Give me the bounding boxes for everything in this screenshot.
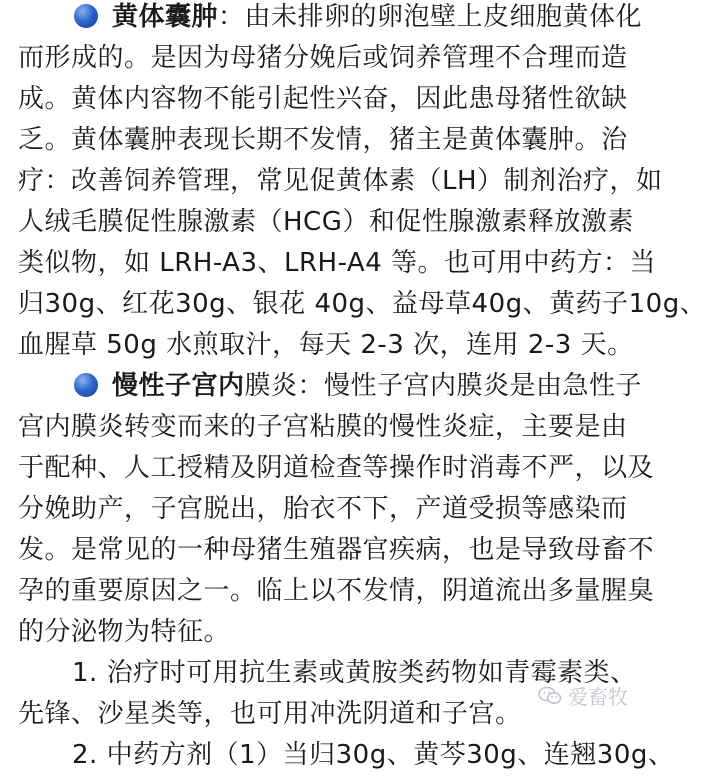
- watermark-text: 爱畜牧: [568, 685, 628, 709]
- section2-line: 孕的重要原因之一。临上以不发情，阴道流出多量腥臭: [18, 576, 655, 606]
- section2-line: 宫内膜炎转变而来的子宫粘膜的慢性炎症，主要是由: [18, 412, 628, 442]
- blue-bullet-icon: [74, 373, 98, 397]
- treatment-item-1-continued: 先锋、沙星类等，也可用冲洗阴道和子宫。: [18, 699, 522, 729]
- section2-heading-line: [18, 366, 643, 407]
- section1-heading-line: [18, 0, 643, 38]
- blue-bullet-icon: [74, 4, 98, 28]
- watermark: [538, 681, 628, 710]
- section1-heading: 黄体囊肿: [112, 2, 219, 32]
- section1-line: 乏。黄体囊肿表现长期不发情，猪主是黄体囊肿。治: [18, 125, 628, 155]
- wechat-icon: [538, 686, 562, 706]
- section1-line: 类似物，如 LRH-A3、LRH-A4 等。也可用中药方：当: [18, 248, 657, 278]
- section1-line: 疗：改善饲养管理，常见促黄体素（LH）制剂治疗，如: [18, 166, 663, 196]
- section2-line: 发。是常见的一种母猪生殖器官疾病，也是导致母畜不: [18, 535, 655, 565]
- section1-line: 成。黄体内容物不能引起性兴奋，因此患母猪性欲缺: [18, 84, 628, 114]
- section2-text: 膜炎：慢性子宫内膜炎是由急性子: [244, 371, 643, 401]
- section1-line: 血腥草 50g 水煎取汁，每天 2-3 次，连用 2-3 天。: [18, 330, 634, 360]
- section1-line: 人绒毛膜促性腺激素（HCG）和促性腺激素释放激素: [18, 207, 634, 237]
- treatment-item-1: 1. 治疗时可用抗生素或黄胺类药物如青霉素类、: [72, 658, 637, 688]
- section1-line: 归30g、红花30g、银花 40g、益母草40g、黄药子10g、: [18, 289, 706, 319]
- section1-line: 而形成的。是因为母猪分娩后或饲养管理不合理而造: [18, 43, 628, 73]
- section2-line: 分娩助产，子宫脱出，胎衣不下，产道受损等感染而: [18, 494, 628, 524]
- section2-heading: 慢性子宫内: [112, 371, 245, 401]
- treatment-item-2: 2. 中药方剂（1）当归30g、黄芩30g、连翘30g、: [72, 740, 675, 770]
- section2-line: 的分泌物为特征。: [18, 617, 231, 647]
- section1-text: ：由未排卵的卵泡壁上皮细胞黄体化: [218, 2, 643, 32]
- section2-line: 于配种、人工授精及阴道检查等操作时消毒不严，以及: [18, 453, 655, 483]
